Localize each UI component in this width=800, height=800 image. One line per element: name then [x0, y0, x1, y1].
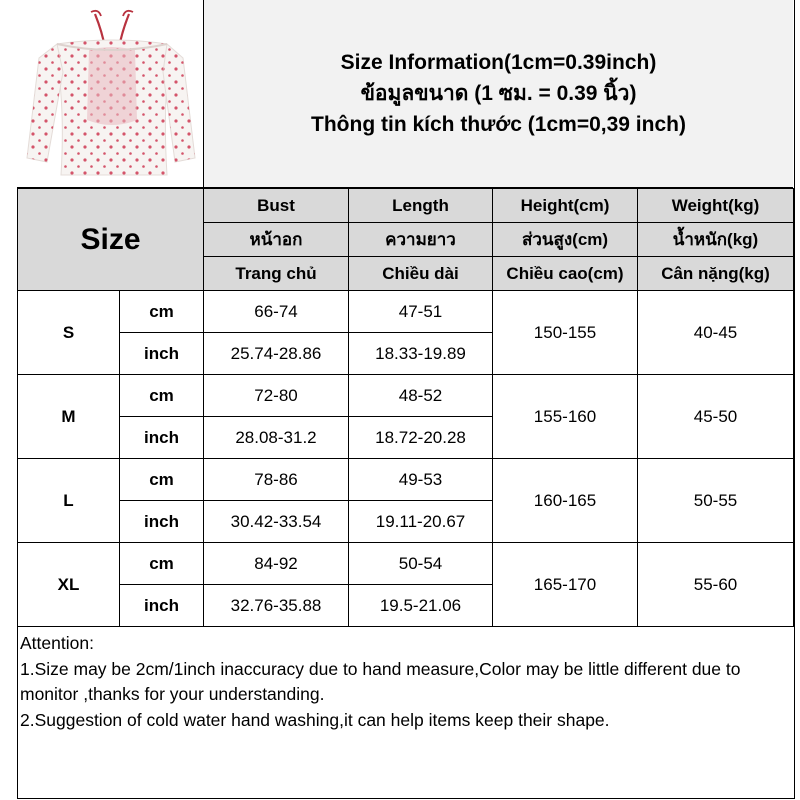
bust-inch-value: 30.42-33.54	[204, 501, 349, 543]
bust-header: Bust	[204, 189, 349, 223]
table-row	[18, 375, 794, 417]
length-cm-value: 48-52	[349, 375, 493, 417]
height-header-th: ส่วนสูง(cm)	[493, 223, 638, 257]
height-value: 150-155	[493, 291, 638, 375]
size-table	[17, 188, 794, 627]
unit-cm: cm	[120, 459, 204, 501]
height-header-vi: Chiều cao(cm)	[493, 257, 638, 291]
unit-inch: inch	[120, 333, 204, 375]
height-value: 155-160	[493, 375, 638, 459]
weight-value: 55-60	[638, 543, 794, 627]
length-inch-value: 19.11-20.67	[349, 501, 493, 543]
height-value: 160-165	[493, 459, 638, 543]
size-label-xl: XL	[18, 543, 120, 627]
attention-title: Attention:	[20, 633, 94, 653]
weight-value: 50-55	[638, 459, 794, 543]
bust-cm-value: 84-92	[204, 543, 349, 585]
attention-note-1: 1.Size may be 2cm/1inch inaccuracy due to hand measure,Color may be little different due to monitor ,thanks for your understanding.	[20, 658, 741, 704]
weight-header: Weight(kg)	[638, 189, 794, 223]
long-sleeve-top-image	[17, 0, 203, 187]
unit-inch: inch	[120, 585, 204, 627]
weight-header-th: น้ำหนัก(kg)	[638, 223, 794, 257]
length-inch-value: 18.33-19.89	[349, 333, 493, 375]
unit-cm: cm	[120, 375, 204, 417]
weight-value: 45-50	[638, 375, 794, 459]
size-label-s: S	[18, 291, 120, 375]
attention-notes	[20, 631, 790, 733]
unit-cm: cm	[120, 543, 204, 585]
length-inch-value: 19.5-21.06	[349, 585, 493, 627]
bust-cm-value: 66-74	[204, 291, 349, 333]
header-row-en	[18, 189, 794, 223]
bust-cm-value: 72-80	[204, 375, 349, 417]
bust-inch-value: 28.08-31.2	[204, 417, 349, 459]
bust-inch-value: 25.74-28.86	[204, 333, 349, 375]
size-header: Size	[18, 189, 204, 291]
height-header: Height(cm)	[493, 189, 638, 223]
bust-header-th: หน้าอก	[204, 223, 349, 257]
size-info-title-en: Size Information(1cm=0.39inch)	[340, 51, 657, 74]
table-row	[18, 459, 794, 501]
length-header-vi: Chiều dài	[349, 257, 493, 291]
length-cm-value: 47-51	[349, 291, 493, 333]
length-header-th: ความยาว	[349, 223, 493, 257]
size-label-m: M	[18, 375, 120, 459]
bust-inch-value: 32.76-35.88	[204, 585, 349, 627]
weight-value: 40-45	[638, 291, 794, 375]
height-value: 165-170	[493, 543, 638, 627]
product-photo	[17, 0, 204, 188]
weight-header-vi: Cân nặng(kg)	[638, 257, 794, 291]
table-row	[18, 291, 794, 333]
length-header: Length	[349, 189, 493, 223]
length-inch-value: 18.72-20.28	[349, 417, 493, 459]
size-info-title-th: ข้อมูลขนาด (1 ซม. = 0.39 นิ้ว)	[360, 82, 637, 105]
length-cm-value: 50-54	[349, 543, 493, 585]
length-cm-value: 49-53	[349, 459, 493, 501]
table-row	[18, 543, 794, 585]
unit-cm: cm	[120, 291, 204, 333]
size-info-title-vi: Thông tin kích thước (1cm=0,39 inch)	[311, 113, 686, 136]
attention-note-2: 2.Suggestion of cold water hand washing,it can help items keep their shape.	[20, 709, 610, 730]
bust-header-vi: Trang chủ	[204, 257, 349, 291]
size-information-header	[204, 0, 793, 188]
bust-cm-value: 78-86	[204, 459, 349, 501]
size-label-l: L	[18, 459, 120, 543]
unit-inch: inch	[120, 501, 204, 543]
unit-inch: inch	[120, 417, 204, 459]
